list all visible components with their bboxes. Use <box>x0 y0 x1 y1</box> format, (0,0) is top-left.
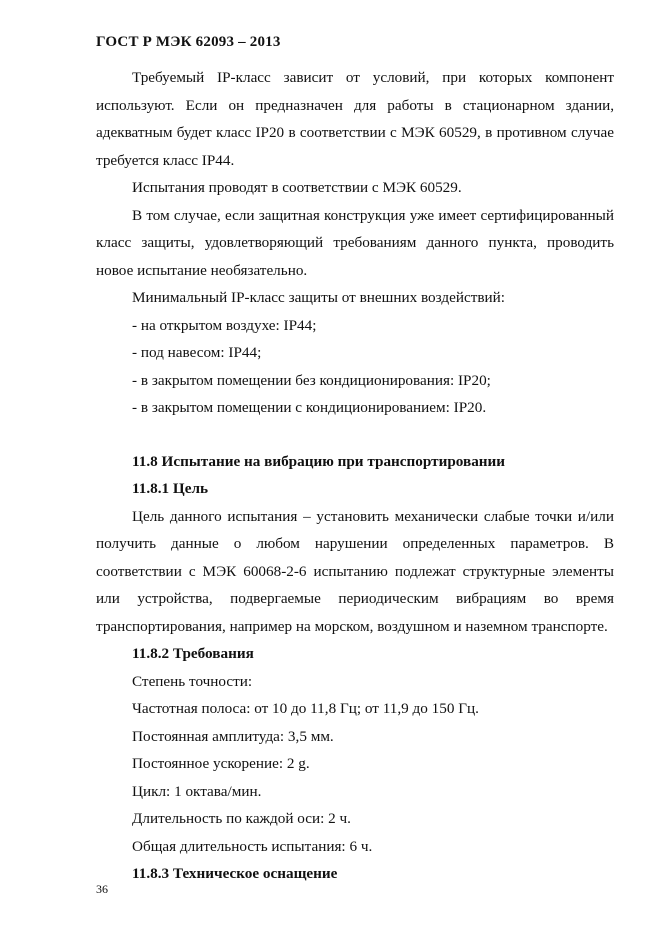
list-item-shelter: - под навесом: IP44; <box>132 344 262 361</box>
paragraph-min-ip-class: Минимальный IP-класс защиты от внешних воздействий: <box>132 289 505 306</box>
requirement-axis-duration: Длительность по каждой оси: 2 ч. <box>132 810 351 827</box>
list-item-indoor-no-ac: - в закрытом помещении без кондиционирования: IP20; <box>132 371 491 389</box>
section-heading-11-8-3: 11.8.3 Техническое оснащение <box>132 865 338 882</box>
document-header: ГОСТ Р МЭК 62093 – 2013 <box>96 34 281 50</box>
requirement-frequency-band: Частотная полоса: от 10 до 11,8 Гц; от 11,9 до 150 Гц. <box>132 700 479 717</box>
section-heading-11-8: 11.8 Испытание на вибрацию при транспортировании <box>132 452 506 470</box>
paragraph-test-standard: Испытания проводят в соответствии с МЭК 60529. <box>132 179 462 196</box>
paragraph-ip-class: Требуемый IP-класс зависит от условий, при которых компонент используют. Если он предназначен для работы в стационарном здании, адекватным будет класс IP20 в соответствии с МЭК 60529, в противном случае требуется класс IP44. <box>96 69 614 169</box>
paragraph-certified-protection: В том случае, если защитная конструкция уже имеет сертифицированный класс защиты, удовлетворяющий требованиям данного пункта, проводить новое испытание необязательно. <box>96 206 614 279</box>
requirement-amplitude: Постоянная амплитуда: 3,5 мм. <box>132 727 334 745</box>
requirement-total-duration: Общая длительность испытания: 6 ч. <box>132 837 373 855</box>
requirement-accuracy: Степень точности: <box>132 672 253 690</box>
list-item-indoor-ac: - в закрытом помещении с кондиционированием: IP20. <box>132 399 487 416</box>
section-heading-11-8-2: 11.8.2 Требования <box>132 645 254 662</box>
page-number: 36 <box>96 882 108 896</box>
paragraph-test-purpose: Цель данного испытания – установить механически слабые точки и/или получить данные о любом нарушении определенных параметров. В соответствии с МЭК 60068-2-6 испытанию подлежат структурные элементы или устройства, подвергаемые периодическим вибрациям во время транспортирования, например на морском, воздушном и наземном транспорте. <box>96 507 614 635</box>
list-item-outdoor: - на открытом воздухе: IP44; <box>132 316 317 334</box>
requirement-acceleration: Постоянное ускорение: 2 g. <box>132 755 310 772</box>
requirement-cycle: Цикл: 1 октава/мин. <box>132 782 262 800</box>
section-heading-11-8-1: 11.8.1 Цель <box>132 480 209 497</box>
document-body <box>96 64 614 888</box>
